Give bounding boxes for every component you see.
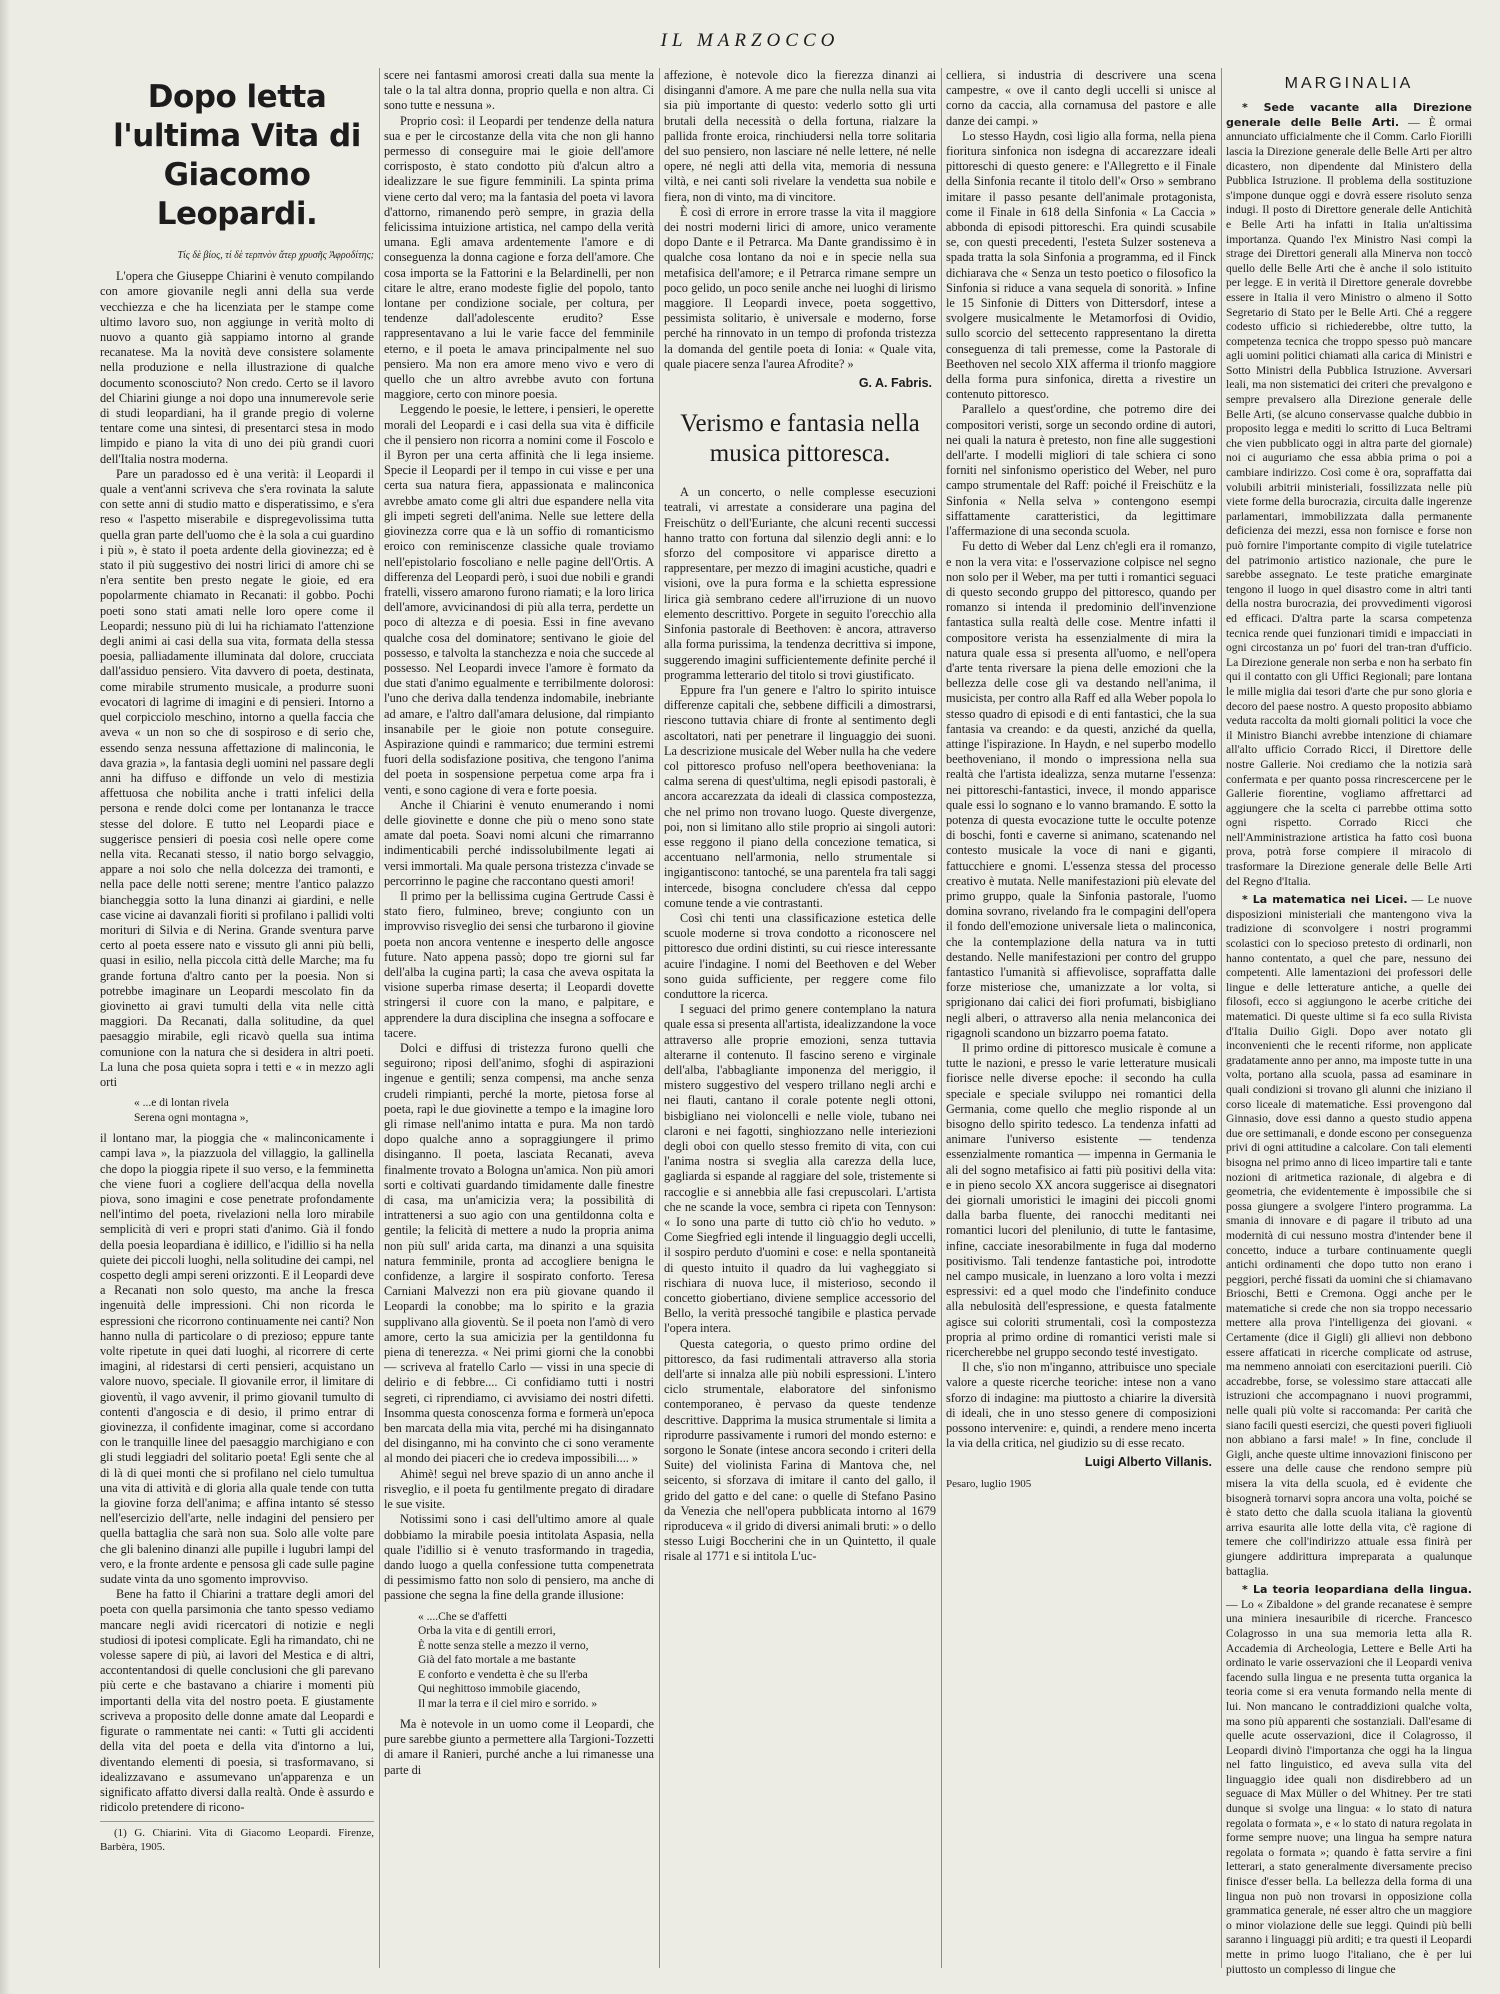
epigraph: Τίς δὲ βίος, τί δὲ τερπνὸν ἄτερ χρυσῆς Ἀφροδίτης; — [177, 250, 374, 261]
paragraph: scere nei fantasmi amorosi creati dalla sua mente la tale o la tal altra donna, proprio quella e non altra. Ci sono tutte e nessuna ». — [384, 68, 654, 113]
footnote-text: (1) G. Chiarini. Vita di Giacomo Leopardi. Firenze, Barbèra, 1905. — [100, 1827, 374, 1854]
paragraph: Così chi tenti una classificazione estetica delle scuole moderne si trova condotto a riconoscere nel pittoresco due ordini distinti, su cui riesce interessante acuire l'indagine. I nomi del Beethoven e del Weber sono guida sufficiente, per reggere come filo conduttore la ricerca. — [664, 910, 936, 1001]
paragraph: celliera, si industria di descrivere una scena campestre, « ove il canto degli uccelli si unisce al corno da caccia, alla cornamusa del pastore e alle danze dei campi. » — [946, 68, 1216, 128]
verse-line: « ....Che se d'affetti — [418, 1610, 508, 1623]
article-1-title: Dopo letta l'ultima Vita di Giacomo Leopardi. — [113, 79, 361, 232]
verse-line: Qui neghittoso immobile giacendo, — [418, 1683, 581, 1696]
footnote — [100, 1821, 374, 1854]
aspasia-verse — [418, 1610, 654, 1712]
signature-fabris: G. A. Fabris. — [858, 376, 932, 391]
verse-quote — [134, 1096, 374, 1125]
marginalia-item — [1226, 101, 1472, 889]
paragraph: Fu detto di Weber dal Lenz ch'egli era il romanzo, e non la vera vita: e l'osservazione colpisce nel segno non solo per il Weber, ma per tutti i romantici seguaci di questo secondo gruppo del pittoresco, quando per romanzo si intenda il predominio dell'invenzione fantastica sulla realtà delle cose. Mentre infatti il compositore verista ha essenzialmente di mira la natura quale essa si presenta all'uomo, e nell'opera d'arte tenta riversare la piena delle emozioni che la bellezza delle cose gli va destando nell'anima, il musicista, per contro alla Raff ed alla Weber popola lo stesso quadro di episodi e di enti fantastici, che la sua fantasia va creando: e da questi, anziché da quella, attinge l'ispirazione. In Haydn, e nel superbo modello beethoveniano, il mondo o impressiona nella sua realtà che l'artista idealizza, senza mutarne l'essenza: nei pittoreschi-fantastici, invece, il mondo apparisce quale essi lo sognano e lo vanno bramando. E sotto la potenza di questa evocazione tutte le occulte potenze di boschi, fonti e caverne si animano, scatenando nel contesto musicale la voce di nani e giganti, fattucchiere e gnomi. L'essenza stessa del processo creativo è mutata. Nelle manifestazioni più elevate del primo gruppo, quale la Sinfonia pastorale, l'uomo domina sovrano, rivelando fra le compagini dell'opera il fondo dell'emozione universale lieta o malinconica, che la contemplazione della natura va in tutti destando. Nelle manifestazioni per contro del gruppo fantastico l'umanità si affievolisce, sopraffatta dalle forze misteriose che, umanizzate a lor volta, si sprigionano dai calici dei fiori profumati, bisbigliano negli alberi, o attraverso alla nenia melanconica dei rigagnoli scandono un bizzarro poema fatato. — [946, 539, 1216, 1040]
paragraph: il lontano mar, la pioggia che « malinconicamente i campi lava », la piazzuola del villaggio, la gallinella che dopo la pioggia ripete il suo verso, e la femminetta che viene fuori a cogliere dell'acqua della novella piova, sono imagini e cose penetrate profondamente nell'intimo del poeta, rivelazioni nella loro mirabile semplicità di veri e propri stati d'animo. Già il fondo della poesia leopardiana è idillico, e l'idillio si ha nella quiete dei piccoli luoghi, nella solitudine dei campi, nel cospetto degli ampi sereni orizzonti. E il Leopardi deve a Recanati non solo questo, ma anche la fresca ingenuità delle impressioni. Chi non ricorda le espressioni che ricorrono continuamente nei canti? Non hanno nulla di particolare o di prezioso; eppure tante volte ripetute in quei dati luoghi, al ricorrere di certe imagini, al ridestarsi di certi pensieri, acquistano un valore nuovo, speciale. Il giovanile error, il limitare di gioventù, il vago avvenir, il primo giovanil tumulto di contenti d'angoscia e di desio, il primo entrar di giovinezza, il confidente imaginar, come si accordano con le tranquille linee del paesaggio marchigiano e con gli studi leggiadri del solitario poeta! Egli sente che al di là di quei monti che si profilano nel cielo tumultua una vita di attività e di gloria alla quale tende con tutta la giovine forza dell'anima; e affina intanto sé stesso nell'esercizio dell'arte, nelle indagini del pensiero per quella battaglia che sarà non sua. Solo alle volte pare che gli balenino dinanzi alle pupille i lugubri lampi del vero, e la fronte ardente e pensosa gli cade sulle pagine sudate vinta da uno sgomento improvviso. — [100, 1131, 374, 1587]
paragraph: È così di errore in errore trasse la vita il maggiore dei nostri moderni lirici di amore, unico veramente dopo Dante e il Petrarca. Ma Dante grandissimo è in qualche cosa lontano da noi e in specie nella sua metafisica dell'amore; e il Petrarca rimane sempre un poco gelido, un poco senile anche nei luoghi di lirismo maggiore. Il Leopardi invece, poeta soggettivo, pessimista solitario, è universale e moderno, forse perché ha rinnovato in un tempo di profonda tristezza la domanda del gentile poeta di Ionia: « Quale vita, quale piacere senza l'aurea Afrodite? » — [664, 204, 936, 371]
paragraph: Eppure fra l'un genere e l'altro lo spirito intuisce differenze capitali che, sebbene difficili a dimostrarsi, riescono tuttavia chiare di fronte al sentimento degli ascoltatori, nati per penetrare il linguaggio dei suoni. La descrizione musicale del Weber nulla ha che vedere col pittoresco profuso nell'opera beethoveniana: la calma serena di quest'ultima, negli episodi pastorali, è ancora accarezzata da ideali di classica compostezza, che nel primo non trovano luogo. Queste divergenze, poi, non si limitano allo stile proprio ai singoli autori: esse reggono il piano della concezione tematica, si accentuano nell'armonia, nello strumentale si ingigantiscono: tantoché, se una parentela fra tali saggi intercede, bisogna concludere ch'essa dal ceppo comune tende a vie contrastanti. — [664, 682, 936, 910]
verse-line: E conforto e vendetta è che su ll'erba — [418, 1668, 588, 1681]
article-2-title: Verismo e fantasia nella musica pittoresca. — [680, 410, 920, 468]
verse-line: Già del fato mortale a me bastante — [418, 1654, 576, 1667]
column-4 — [946, 68, 1216, 1968]
paragraph: Parallelo a quest'ordine, che potremo dire dei compositori veristi, sorge un secondo ordine di autori, nei quali la natura è pretesto, non fine alle suggestioni dell'arte. I modelli migliori di tale schiera ci sono forniti nel sinfonismo operistico del Weber, nel puro campo strumentale del Raff: poiché il Freischütz e la Sinfonia « Nella selva » contengono esempi siffattamente caratteristici, da legittimare l'affermazione di una seconda scuola. — [946, 402, 1216, 539]
item-title: * Sede vacante alla Direzione generale delle Belle Arti. — [1226, 101, 1472, 129]
item-title: * La matematica nei Licei. — [1242, 893, 1408, 907]
column-3 — [664, 68, 936, 1968]
paragraph: Ma è notevole in un uomo come il Leopardi, che pure sarebbe giunto a permettere alla Targioni-Tozzetti di amare il Ranieri, purché anche a lui rimanesse una parte di — [384, 1717, 654, 1777]
column-divider — [659, 68, 660, 1968]
paragraph: Dolci e diffusi di tristezza furono quelli che seguirono; riposi dell'animo, sfoghi di aspirazioni ingenue e gentili; senza compensi, ma anche senza crudeli rimpianti, perché la morte, pietosa forse al poeta, rapì le due giovinette a tempo e la imagine loro gli rimase nell'animo intatta e pura. Ma non tardò dopo qualche anno a sopraggiungere il primo disinganno. Il poeta, lasciata Recanati, aveva finalmente trovato a Bologna un'amica. Non più amori sorti e coltivati guardando timidamente dalle finestre di casa, ma un'amicizia vera; la possibilità di intrattenersi a suo agio con una gentildonna colta e gentile; la felicità di mettere a nudo la propria anima non più sull' arida carta, ma dinanzi a una squisita natura femminile, pronta ad accogliere benigna le confidenze, a largire il sospirato conforto. Teresa Carniani Malvezzi non era più giovane quando il Leopardi la conobbe; ma lo spirito e la grazia supplivano alla gioventù. Se il poeta non l'amò di vero amore, certo la sua amicizia per la gentildonna fu piena di tenerezza. « Nei primi giorni che la conobbi — scriveva al fratello Carlo — vissi in una specie di delirio e di febbre.... Ci confidiamo tutti i nostri segreti, ci riprendiamo, ci avvisiamo dei nostri difetti. Insomma questa conoscenza forma e formerà un'epoca ben marcata della mia vita, perché mi ha disingannato del disinganno, mi ha convinto che ci sono veramente al mondo dei piaceri che io credeva impossibili.... » — [384, 1041, 654, 1466]
column-2 — [384, 68, 654, 1968]
paragraph: Pare un paradosso ed è una verità: il Leopardi il quale a vent'anni scriveva che s'era rovinata la salute con sette anni di studio matto e disperatissimo, e s'era reso « l'aspetto miserabile e dispregevolissima tutta quella gran parte dell'uomo che è la sola a cui guardino i più », è stato il poeta ardente della giovinezza; ed è stato il più suggestivo dei nostri lirici di amore chi se n'era sentite ben presto negate le gioie, ed era popolarmente chiamato in Recanati: il gobbo. Pochi poeti sono stati amati nelle loro opere come il Leopardi; nessuno più di lui ha richiamato l'attenzione degli animi ai casi della sua vita, formata della stessa poesia, palliadamente illuminata dal dolore, crucciata dall'assiduo pensiero. Vita davvero di poeta, destinata, come mirabile strumento musicale, a produrre suoni evocatori di lagrime di imagini e di pensieri. Intorno a quel corpicciolo meschino, intorno a quella faccia che aveva « un non so che di sospiroso e di serio che, essendo senza nessuna affettazione di malinconia, le dava grazia », la fantasia degli uomini nel passare degli anni ha diffuso e diffonde un velo di mestizia affettuosa che nobilita anche i tratti infelici della persona e rende dolci come per lontananza le tracce stesse del dolore. E tutto nel Leopardi piace e suggerisce pensieri di poesia così nelle opere come nella vita. Recanati stesso, il natio borgo selvaggio, appare a noi solo che nella dolcezza dei tramonti, e nella pace delle notti serene; mentre l'antico palazzo biancheggia sotto la luna dinanzi ai giardini, e nelle case vicine ai davanzali fioriti si profilano i pallidi volti morituri di Silvia e di Nerina. Grande sventura parve certo al poeta essere nato e vissuto gli anni più belli, quasi in esilio, nella piccola città delle Marche; ma fu grande fortuna d'altro canto per la poesia. Non si potrebbe imaginare un Leopardi mescolato fin da giovinetto ai gravi tumulti della vita nelle città maggiori. Da Recanati, dalla solitudine, da quel paesaggio mirabile, egli ricavò quella sua intima comunione con la natura che si desidera in altri poeti. La luna che posa quieta sopra i tetti e « in mezzo agli orti — [100, 466, 374, 1089]
marginalia-item — [1226, 893, 1472, 1579]
item-text: — È ormai annunciato ufficialmente che il Comm. Carlo Fiorilli lascia la Direzione generale delle Belle Arti per altro dicastero, non dipendente dal Ministero della Pubblica Istruzione. Il problema della sostituzione s'impone dunque oggi e dovrà essere risoluto senza indugi. Il posto di Direttore generale delle Antichità e Belle Arti ha infatti in Italia un'altissima importanza. Quando l'ex Ministro Nasi compì la strage dei Direttori generali alla Minerva non toccò quello delle Belle Arti che è anche il solo istituito per legge. E in verità il Direttore generale dovrebbe essere in Italia il vero Ministro o almeno il Sotto Segretario di Stato per le Belle Arti. Ché a reggere codesto ufficio si richiederebbe, oltre tutto, la competenza tecnica che troppo spesso può mancare agli uomini politici chiamati alla carica di Ministri e Sotto Ministri della Pubblica Istruzione. Avversari leali, ma non sistematici dei criteri che prevalgono e sempre prevalsero alla Direzione generale delle Belle Arti, (se alcuno conservasse qualche dubbio in proposito legga e mediti lo scritto di Luca Beltrami che vien pubblicato oggi in altra parte del giornale) noi ci auguriamo che essa abbia prima o poi a cambiare indirizzo. Così come è ora, sopraffatta dai volubili arbitrii ministeriali, fossilizzata nelle più viete forme della burocrazia, circuita dalle ingerenze parlamentari, immobilizzata dalla permanente deficienza dei mezzi, essa non fornisce e forse non può fornire l'importante compito di vigile tutelatrice del patrimonio artistico nazionale, che pure le sarebbe assegnato. Le teste pratiche emarginate tengono il luogo in quel disastro come in altri tanti della nostra burocrazia, dei provvedimenti vigorosi ed efficaci. D'altra parte la scarsa competenza tecnica rende quei funzionari timidi e impacciati in ogni circostanza un po' fuori del tran-tran d'ufficio. La Direzione generale non serba e non ha serbato fin qui il contatto con gli Uffici Regionali; pare lontana le mille miglia dai tesori d'arte che pur sono gloria e decoro del paese nostro. A questo proposito abbiamo veduta raccolta da molti giornali politici la voce che il Ministro Bianchi avrebbe intenzione di chiamare all'alto ufficio Corrado Ricci, il Direttore delle nostre Gallerie. Noi crediamo che la notizia sarà confermata e per quanto possa rincrescercene per le Gallerie fiorentine, vogliamo affrettarci ad aggiungere che la scelta ci parrebbe ottima sotto ogni rispetto. Corrado Ricci che nell'Amministrazione artistica ha fatto così buona prova, potrà forse compiere il miracolo di trasformare la Direzione generale delle Belle Arti del Regno d'Italia. — [1226, 115, 1472, 888]
column-divider — [1221, 68, 1222, 1968]
paragraph: I seguaci del primo genere contemplano la natura quale essa si presenta all'artista, idealizzandone la voce attraverso alle proprie emozioni, senza tuttavia alterarne il contenuto. Il fascino sereno e virginale dell'alba, l'abbagliante imponenza del meriggio, il mistero suggestivo del vespero trillano negli archi e nei flauti, cantano il corale potente negli ottoni, bisbigliano nei violoncelli e nelle viole, tubano nei claroni e nei fagotti, singhiozzano nelle interiezioni degli oboi con quello stesso fremito di vita, con cui l'anima nostra si sveglia alla carezza della luce, gagliarda si espande al raggiare del sole, tristemente si raccoglie e si annebbia alle fasi crepuscolari. L'artista che ne scande la voce, sembra ci ripeta con Tennyson: « Io sono una parte di tutto ciò ch'io ho veduto. » Come Siegfried egli intende il linguaggio degli uccelli, il sospiro perduto d'uomini e cose: e nella spontaneità di questo intuito il quadro da lui vagheggiato si rischiara di nuova luce, il misterioso, secondo il concetto giobertiano, diviene semplice accessorio del Bello, la verità pressoché tangibile e plastica pervade l'opera intera. — [664, 1002, 936, 1336]
item-text: — Le nuove disposizioni ministeriali che mantengono viva la tradizione di sconvolgere i nostri programmi scolastici con lo specioso pretesto di ordinarli, non hanno contentato, a quel che pare, nessuno dei competenti. Alle lamentazioni dei professori delle lingue e delle letterature antiche, a quelle dei filosofi, ecco si aggiungono le acerbe critiche dei matematici. Di queste ultime si fa eco sulla Rivista d'Italia Duilio Gigli. Dopo aver notato gli inconvenienti che le recenti riforme, non applicate gradatamente anno per anno, ma imposte tutte in una volta, portano alla scuola, passa ad esaminare in quali condizioni si trovano gli alunni che iniziano il corso liceale di matematiche. Essi provengono dal Ginnasio, dove essi danno a questo studio appena due ore settimanali, e donde escono per conseguenza privi di ogni attitudine a calcolare. Con tali elementi bisogna nel primo anno di liceo impartire tali e tante nozioni di aritmetica razionale, di algebra e di geometria, che evidentemente è impossibile che si possa giungere a svolgere l'intero programma. La smania di innovare e di pagare il tributo ad una modernità di cui nessuno mostra d'intender bene il concetto, induce a turbare continuamente quegli antichi ordinamenti che dopo tutto non erano i peggiori, perché fissati da uomini che si chiamavano Brioschi, Betti e Cremona. Oggi anche per le matematiche si crede che non sia troppo necessario mettere alla prova l'intelligenza dei giovani. « Certamente (dice il Gigli) gli allievi non debbono essere affaticati in ricerche complicate od astruse, ma nemmeno annoiati con esercitazioni puerili. Ciò accadrebbe, forse, se volessimo stare attaccati alle istruzioni che accompagnano i nuovi programmi, nelle quali più volte si raccomanda: Per carità che siano facili questi esercizi, che questi poveri figliuoli non abbiano a farsi male! » In fine, conclude il Gigli, anche queste ultime innovazioni finiscono per essere una delle cause che rendono sempre più misera la vita della scuola, ed è evidente che bisognerà tornarvi sopra ancora una volta, poiché se è stato detto che dalla scuola italiana la gioventù arriva esaurita alle lotte della vita, c'è ragione di temere che coll'indirizzo attuale essa finirà per giungere addirittura impreparata a qualunque battaglia. — [1226, 893, 1472, 1578]
paragraph: Il primo ordine di pittoresco musicale è comune a tutte le nazioni, e presso le varie letterature musicali fiorisce nelle diverse epoche: il secondo ha culla speciale e speciale sviluppo nei romantici della Germania, come quello che meglio risponde al un bisogno dello spirito tedesco. La tendenza infatti ad animare l'universo esistente — tendenza essenzialmente romantica — impenna in Germania le ali del sogno metafisico ai fatti più positivi della vita: e in pieno secolo XX ancora suggerisce ai disegnatori dei giornali umoristici le imagini dei piccoli gnomi dalla barba fluente, dei ranocchi meditanti nei romantici lucori del plenilunio, di tutte le fantasime, infine, cacciate inesorabilmente in fuga dal moderno positivismo. Tali tendenze fantastiche poi, introdotte nel campo musicale, in luenzano a loro volta i mezzi espressivi: ed a quel modo che l'indefinito conduce alla nebulosità dell'espressione, e questa fatalmente agisce sui coloriti strumentali, così la compostezza propria al primo ordine di romantici veristi male si ricercherebbe nel gruppo secondo testé investigato. — [946, 1041, 1216, 1360]
item-title: * La teoria leopardiana della lingua. — [1242, 1583, 1472, 1597]
paragraph: Questa categoria, o questo primo ordine del pittoresco, da fasi rudimentali attraverso alla storia dell'arte si innalza alle più nobili espressioni. L'intero ciclo strumentale, elaboratore del sinfonismo contemporaneo, è pervaso da queste tendenze descrittive. Dapprima la musica strumentale si limita a riprodurre passivamente i rumori del mondo esterno: e sorgono le Sonate (intese ancora secondo i criteri della Suite) del violinista Farina di Mantova che, nel seicento, si sforzava di imitare il canto del gallo, il grido del gatto e del cane: o quelle di Stefano Pasino da Venezia che nell'opera pubblicata intorno al 1679 riproduceva « il grido di diversi animali bruti: » o dello stesso Luigi Boccherini che in un Quintetto, il quale risale al 1771 e si intitola L'uc- — [664, 1336, 936, 1564]
paragraph: Il che, s'io non m'inganno, attribuisce uno speciale valore a queste ricerche teoriche: intese non a vano sforzo di indagine: ma piuttosto a chiarire la diversità di ideali, che in uno stesso genere di composizioni possono intervenire: e, quindi, a rendere meno incerta la via della critica, nel giudizio su di esse recato. — [946, 1360, 1216, 1451]
column-divider — [941, 68, 942, 1968]
verse-line: « ...e di lontan rivela — [134, 1097, 229, 1110]
paragraph: Il primo per la bellissima cugina Gertrude Cassi è stato fiero, fulmineo, breve; congiunto con un improvviso risveglio dei sensi che turbarono il giovine poeta non ancora ventenne e inesperto delle angosce future. Nato appena passò; dopo tre giorni sul far dell'alba la cugina partì; la casa che aveva ospitata la visione superba rimase deserta; il Leopardi dovette stringersi il cuore con la mano, e palpitare, e apprendere la dura disciplina che insegna a soffocare e tacere. — [384, 888, 654, 1040]
paragraph: A un concerto, o nelle complesse esecuzioni teatrali, vi arrestate a considerare una pagina del Freischütz o dell'Euriante, che alcuni recenti successi hanno tratto con fortuna dal silenzio degli anni: e lo sforzo del compositore vi apparisce diretto a rappresentare, per mezzo di imagini acustiche, quadri e visioni, ove la pura forma e la schietta espressione lirica già sembrano cedere all'irruzione di un nuovo elemento descrittivo. Porgete in seguito l'orecchio alla Sinfonia pastorale di Beethoven: è ancora, attraverso alla forma purissima, la tendenza decrittiva si impone, suggerendo imagini sufficientemente definite perché il programma letterario del titolo si trovi giustificato. — [664, 485, 936, 682]
column-divider — [379, 68, 380, 1968]
item-text: — Lo « Zibaldone » del grande recanatese è sempre una miniera inesauribile di ricerche. Francesco Colagrosso in una sua memoria letta alla R. Accademia di Archeologia, Lettere e Belle Arti ha ordinato le varie osservazioni che il Leopardi veniva facendo sulla lingua e ne presenta tutta organica la teoria come si era venuta formando nella mente di lui. Non mancano le contraddizioni qualche volta, ma sono più apparenti che sostanziali. Dall'esame di quelle acute osservazioni, dice il Colagrosso, il Leopardi divinò l'importanza che oggi ha la lingua nel fatto linguistico, ed aveva sulla vita del linguaggio idee quali non disdirebbero ad un seguace di Max Müller o del Whitney. Per tre stati dunque si svolge una lingua: « lo stato di natura regolata o formata », e « lo stato di natura regolata in forme sempre nuove; una lingua ha sempre natura regolata o formata »; quando è fatta servire a fini letterari, a stato generalmente diversamente preciso finisce d'esser bella. La bellezza della forma di una lingua non può non trovarsi in opposizione colla grammatica generale, né esser altro che un maggiore o minor violazione delle sue leggi. Quindi più belli saranno i linguaggi più arditi; e tra questi il Leopardi mette in primo luogo l'italiano, che è per lui piuttosto un complesso di lingue che — [1226, 1597, 1472, 1976]
paragraph: L'opera che Giuseppe Chiarini è venuto compilando con amore giovanile negli anni della sua verde vecchiezza e che ha licenziata per le stampe come ultimo lavoro suo, non aggiunge in verità molto di nuovo a quanto già sappiamo intorno al grande recanatese. Ma la novità deve consistere solamente nella produzione e nella illustrazione di qualche documento sconosciuto? Non credo. Certo se il lavoro del Chiarini giunge a noi dopo una innumerevole serie di studi leopardiani, ha il grande pregio di volerne tentare come una sintesi, di presentarci stesa in modo limpido e piano la vita di uno dei più grandi cuori dell'Italia nostra moderna. — [100, 269, 374, 466]
column-1 — [100, 68, 374, 1968]
verse-line: È notte senza stelle a mezzo il verno, — [418, 1639, 589, 1652]
verse-line: Orba la vita e di gentili errori, — [418, 1625, 556, 1638]
verse-line: Serena ogni montagna », — [134, 1111, 249, 1124]
marginalia-heading: MARGINALIA — [1284, 75, 1414, 92]
paragraph: Notissimi sono i casi dell'ultimo amore al quale dobbiamo la mirabile poesia intitolata Aspasia, nella quale l'idillio si è venuto trasformando in tragedia, dando luogo a quella confessione tutta compenetrata di pessimismo fatto non solo di pensiero, ma anche di passione che segna la fine della grande illusione: — [384, 1512, 654, 1603]
marginalia-item — [1226, 1583, 1472, 1977]
signature-villanis: Luigi Alberto Villanis. — [1084, 1455, 1212, 1470]
verse-line: Il mar la terra e il ciel miro e sorrido. » — [418, 1697, 598, 1710]
paragraph: Bene ha fatto il Chiarini a trattare degli amori del poeta con quella parsimonia che tanto spesso vediamo mancare negli avidi ricercatori di notizie e negli studiosi di ipotesi complicate. Egli ha rimandato, chi ne volesse sapere di più, ai lavori del Mestica e di altri, accontentandosi di quelle conclusioni che gli parevano più certe e che bastavano a chiarire i momenti più importanti della vita del nostro poeta. E giustamente scriveva a proposito delle donne amate dal Leopardi e figurate o rammentate nei canti: « Tutti gli accidenti della vita del poeta e della vita d'intorno a lui, diventando elementi di poesia, si trasformavano, si idealizzavano e assumevano un'apparenza e un significato affatto diversi dalla realtà. Onde è assurdo e ridicolo pretendere di ricono- — [100, 1587, 374, 1815]
column-5-marginalia — [1226, 68, 1472, 1976]
paragraph: Lo stesso Haydn, così ligio alla forma, nella piena fioritura sinfonica non isdegna di accarezzare ideali pittoreschi di questo genere: e l'Allegretto e il Finale della Sinfonia recante il titolo dell'« Orso » sembrano imitare il passo pesante dell'animale protagonista, come il Finale in 618 della Sinfonia « La Caccia » abbonda di episodi pittoreschi. Era quindi scusabile se, con questi precedenti, l'esteta Sulzer sosteneva a spada tratta la sola Sinfonia a programma, ed il Finck dichiarava che « Senza un testo poetico o filosofico la Sinfonia si riduce a vana sequela di sonorità. » Infine le 15 Sinfonie di Ditters von Dittersdorf, intese a svolgere musicalmente le Metamorfosi di Ovidio, sullo scorcio del settecento rappresentano la diretta conseguenza di tali premesse, come la Pastorale di Beethoven nel secolo XIX afferma il trionfo maggiore della forma pura sinfonica, diretta a rivestire un contenuto pittoresco. — [946, 128, 1216, 402]
paragraph: Ahimè! seguì nel breve spazio di un anno anche il risveglio, e il poeta fu gentilmente pregato di diradare le sue visite. — [384, 1466, 654, 1512]
paragraph: Proprio così: il Leopardi per tendenze della natura sua e per le circostanze della vita che non gli hanno permesso di conseguire mai le gioie dell'amore corrisposto, è stato condotto più d'alcun altro a idealizzare le sue figure femminili. La spinta prima viene certo dal vero; ma la fantasia del poeta vi lavora d'attorno, rimanendo però sempre, in grazia della felicissima intuizione artistica, nel campo della verità umana. Egli amava ardentemente l'amore e di conseguenza la donna cagione e forza dell'amore. Che cosa importa se la Fattorini e la Belardinelli, per non citare le altre, erano modeste figlie del popolo, tanto lontane per condizione sociale, per coltura, per tendenze dall'adolescente erudito? Esse rappresentavano a lui le varie facce del femminile eterno, e il poeta le amava principalmente nel suo pensiero. Ma non era amore meno vivo e vero di quello che un altro avrebbe avuto con fortuna maggiore, certo con minore poesia. — [384, 113, 654, 402]
page-fold-shadow — [0, 0, 10, 1994]
paragraph: Anche il Chiarini è venuto enumerando i nomi delle giovinette e donne che più o meno sono state amate dal poeta. Soavi nomi alcuni che rimarranno indimenticabili perché indissolubilmente legati ai versi immortali. Ma quale persona tristezza c'invade se percorrinno le pagine che raccontano questi amori! — [384, 797, 654, 888]
masthead: IL MARZOCCO — [660, 30, 840, 51]
paragraph: affezione, è notevole dico la fierezza dinanzi ai disinganni d'amore. A me pare che nulla nella sua vita sia più importante di questo: vederlo sotto gli urti brutali della necessità o della fortuna, rialzare la pallida fronte eroica, rinchiudersi nella torre solitaria del suo pensiero, non lasciare né nelle lettere, né nelle opere, né negli atti della vita, memoria di nessuna viltà, e nei canti soli rivelare la vendetta sua nobile e fiera, non di vinto, ma di vincitore. — [664, 68, 936, 204]
paragraph: Leggendo le poesie, le lettere, i pensieri, le operette morali del Leopardi e i casi della sua vita è difficile che il pensiero non ricorra a nomini come il Foscolo e il Byron per una certa affinità che li lega insieme. Specie il Leopardi per il tempo in cui visse e per una certa sua natura fiera, appassionata e malinconica avrebbe amato come gli altri due espandere nella vita gli impeti segreti dell'anima. Nelle sue lettere della giovinezza corre qua e là un soffio di romanticismo eroico con reminiscenze classiche quale troviamo nell'epistolario foscoliano e nelle pagine dell'Ortis. A differenza del Leopardi però, i suoi due nobili e grandi fratelli, vissero amarono furono riamati; e la loro lirica dell'amore, avvicinandosi di più alla terra, perdette un poco di altezza e di poesia. Essi in fine avevano qualche cosa del dominatore; sentivano le gioie del possesso, e talvolta la stanchezza e noia che succede al possesso. Nel Leopardi invece l'amore è formato da due stati d'animo egualmente e terribilmente dolorosi: l'uno che deriva dalla tendenza indomabile, inebriante ad amare, e l'altro dall'amara delusione, dal rimpianto insanabile per le gioie non potute conseguire. Aspirazione quindi e rammarico; due termini estremi fuori della sodisfazione positiva, che tengono l'anima del poeta in sospensione perpetua come arpa fra i venti, e sono cagione di vera e forte poesia. — [384, 402, 654, 797]
dateline: Pesaro, luglio 1905 — [946, 1477, 1032, 1490]
